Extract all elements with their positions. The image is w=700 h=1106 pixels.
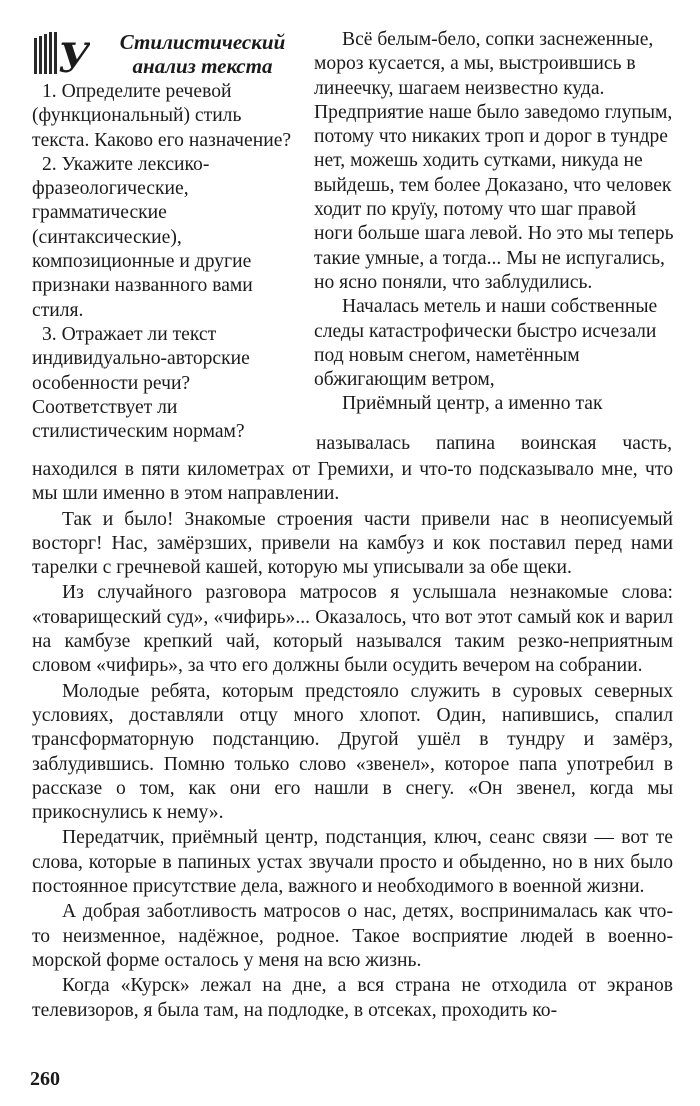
task-list xyxy=(32,80,302,444)
paragraph: А добрая заботливость матросов о нас, детях, воспринималась как что-то неизменное, надёжное, родное. Такое восприятие людей в военно-морской форме осталось у меня на всю жизнь. xyxy=(32,901,673,971)
paragraph: Когда «Курск» лежал на дне, а вся страна не отходила от экранов телевизоров, я была там, на подлодке, в отсеках, проходить ко- xyxy=(32,975,673,1021)
right-column-text xyxy=(314,28,674,417)
paragraph: Молодые ребята, которым предстояло служить в суровых северных условиях, доставляли отцу много хлопот. Один, напившись, спалил трансформаторную подстанцию. Другой ушёл в тундру и замёрз, заблудившись. Помню только слово «звенел», которое папа употребил в рассказе о том, как они его нашли в снегу. «Он звенел, когда мы прикоснулись к нему». xyxy=(32,680,673,824)
paragraph: Всё белым-бело, сопки заснеженные, мороз кусается, а мы, выстроившись в линеечку, шагаем неизвестно куда. Предприятие наше было заведомо глупым, потому что никаких троп и дорог в тундре нет, можешь ходить сутками, никуда не выйдешь, тем более Доказано, что человек ходит по круїу, потому что шаг правой ноги больше шага левой. Но это мы теперь такие умные, а тогда... Мы не испугались, но ясно поняли, что заблудились. xyxy=(314,29,674,293)
task-item: 1. Определите речевой (функциональный) стиль текста. Каково его назначение? xyxy=(32,81,292,151)
page-number: 260 xyxy=(30,1068,60,1090)
task-item: 3. Отражает ли текст индивидуально-авторские особенности речи? Соответствует ли стилистическим нормам? xyxy=(32,323,250,443)
paragraph: Передатчик, приёмный центр, подстанция, ключ, сеанс связи — вот те слова, которые в папиных устах звучали просто и обыденно, но в них было постоянное присутствие дела, важного и необходимого в военной жизни. xyxy=(32,827,673,898)
task-item: 2. Укажите лексико-фразеологические, грамматические (синтаксические), композиционные и другие признаки названного вами стиля. xyxy=(32,153,253,321)
paragraph: Приёмный центр, а именно так xyxy=(342,393,603,415)
task-logo-letter: У xyxy=(58,35,90,80)
paragraph: Началась метель и наши собственные следы катастрофически быстро исчезали под новым снегом, наметённым обжигающим ветром, xyxy=(314,296,658,391)
paragraph: Из случайного разговора матросов я услышала незнакомые слова: «товарищеский суд», «чифирь»... Оказалось, что вот этот самый кок и варил на камбузе крепкий чай, который назывался таким резко-неприятным словом «чифирь», за что его должны были осудить вечером на собрании. xyxy=(32,582,673,677)
main-body-text xyxy=(32,458,673,1024)
paragraph: Так и было! Знакомые строения части привели нас в неописуемый восторг! Нас, замёрзших, привели на камбуз и кок поставил перед нами тарелки с гречневой кашей, которую мы уписывали за обе щеки. xyxy=(32,508,673,579)
task-logo-icon xyxy=(32,28,90,80)
transition-line: называлась папина воинская часть, xyxy=(316,433,672,454)
task-title: Стилистический анализ текста xyxy=(119,30,286,78)
paragraph-continuation: находился в пяти километрах от Гремихи, и что-то подсказывало мне, что мы шли именно в этом направлении. xyxy=(32,459,673,505)
